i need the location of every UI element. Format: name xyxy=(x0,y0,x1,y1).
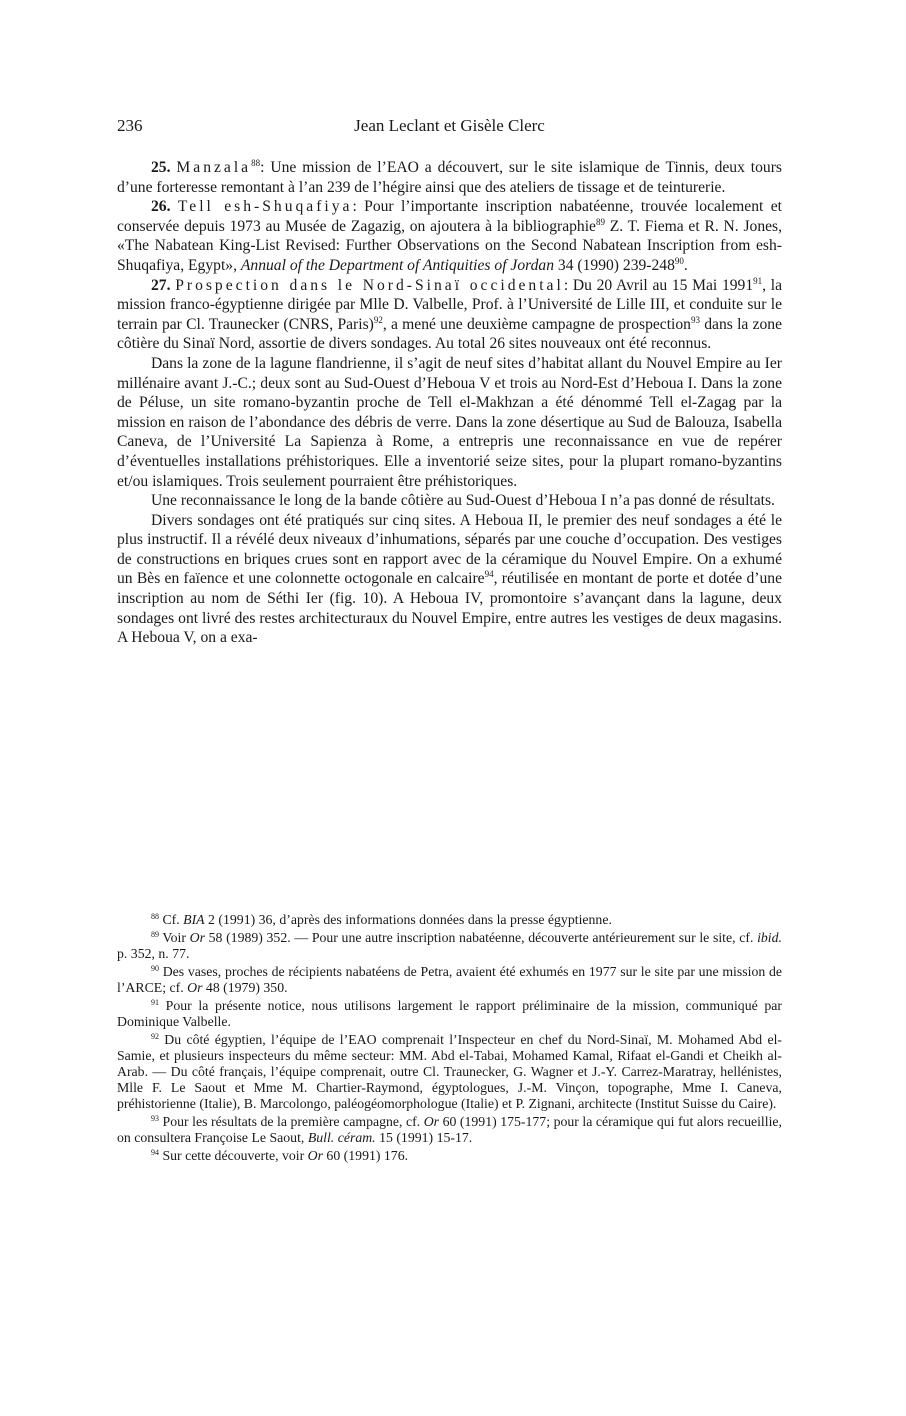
footnote-93 xyxy=(117,1114,782,1146)
footnote-91 xyxy=(117,998,782,1030)
footnote-number: 94 xyxy=(151,1148,159,1157)
journal-abbrev: Bull. céram. xyxy=(307,1130,376,1145)
footnote-89 xyxy=(117,930,782,962)
footnote-ref: 88 xyxy=(251,158,261,168)
footnote-text: 58 (1989) 352. — Pour une autre inscription nabatéenne, découverte antérieurement sur le site, cf. xyxy=(204,930,758,945)
section-number: 27. xyxy=(151,276,171,294)
footnote-text: p. 352, n. 77. xyxy=(117,946,190,961)
paragraph-reconnaissance: Une reconnaissance le long de la bande côtière au Sud-Ouest d’Heboua I n’a pas donné de résultats. xyxy=(151,492,775,510)
paragraph-text: : Pour l’importante inscription nabatéenne, trouvée localement et conservée depuis 1973 au Musée de Zagazig, on ajoutera à la bibliographie xyxy=(117,198,782,235)
paragraph-sondages xyxy=(117,511,782,648)
journal-title: Annual of the Department of Antiquities of Jordan xyxy=(240,256,555,274)
paragraph-text: Z. T. Fiema et R. N. Jones, «The Nabatean King-List Revised: Further Observations on the Second Nabatean Inscription from esh-Shuqafiya, Egypt», xyxy=(117,217,783,274)
footnote-text: Pour les résultats de la première campagne, cf. xyxy=(159,1114,424,1129)
footnote-90 xyxy=(117,964,782,996)
footnote-ref: 94 xyxy=(484,569,494,580)
paragraph-text: : Du 20 Avril au 15 Mai 1991 xyxy=(563,276,754,294)
footnote-88 xyxy=(117,912,782,928)
footnote-ref: 92 xyxy=(373,314,383,325)
section-title: Tell esh-Shuqafiya xyxy=(177,198,353,216)
journal-abbrev: Or xyxy=(307,1148,323,1163)
footnote-ref: 89 xyxy=(595,216,605,227)
footnote-ref: 93 xyxy=(690,314,700,325)
page-number: 236 xyxy=(117,116,143,135)
paragraph-25 xyxy=(117,158,782,197)
paragraph-text: Divers sondages ont été pratiqués sur cinq sites. A Heboua II, le premier des neuf sondages a été le plus instructif. Il a révélé deux niveaux d’inhumations, séparés par une couche d’occupation. Des vestiges de constructions en briques crues sont en rapport avec de la céramique du Nouvel Empire. On a exhumé un Bès en faïence et une colonnette octogonale en calcaire xyxy=(117,511,782,588)
paragraph-26 xyxy=(117,197,782,275)
section-number: 26. xyxy=(151,198,171,216)
section-title: Manzala xyxy=(176,159,252,176)
citation-abbrev: ibid. xyxy=(757,930,782,945)
footnote-text: 60 (1991) 176. xyxy=(322,1148,409,1163)
footnote-text: Du côté égyptien, l’équipe de l’EAO comprenait l’Inspecteur en chef du Nord-Sinaï, M. Mohamed Abd el-Samie, et plusieurs inspecteurs du même secteur: MM. Abd el-Tabai, Mohamed Kamal, Rifaat el-Gandi et Cheikh al-Arab. — Du côté français, l’équipe comprenait, outre Cl. Traunecker, G. Wagner et J.-Y. Carrez-Maratray, hellénistes, Mlle F. Le Saout et Mme M. Chartier-Raymond, égyptologues, J.-M. Vinçon, topographe, Mme I. Caneva, préhistorienne (Italie), B. Marcolongo, paléogéomorphologue (Italie) et P. Zignani, architecte (Institut Suisse du Caire). xyxy=(117,1032,782,1111)
section-title: Prospection dans le Nord-Sinaï occidental xyxy=(175,276,564,294)
paragraph-lagune: Dans la zone de la lagune flandrienne, il s’agit de neuf sites d’habitat allant du Nouvel Empire au Ier millénaire avant J.-C.; deux sont au Sud-Ouest d’Heboua V et trois au Nord-Est d’Heboua I. Dans la zone de Péluse, un site romano-byzantin proche de Tell el-Makhzan a été dénommé Tell el-Zagag par la mission en raison de l’abondance des débris de verre. Dans la zone désertique au Sud de Balouza, Isabella Caneva, de l’Université La Sapienza à Rome, a entrepris une reconnaissance en vue de repérer d’éventuelles installations préhistoriques. Elle a inventorié seize sites, pour la plupart romano-byzantins et/ou islamiques. Trois seulement pourraient être préhistoriques. xyxy=(117,354,782,490)
footnote-text: 60 (1991) 175-177; pour la céramique qui fut alors recueillie, on consultera Françoise Le Saout, xyxy=(117,1114,783,1145)
footnote-number: 91 xyxy=(151,998,159,1007)
footnote-text: 48 (1979) 350. xyxy=(202,980,288,995)
footnote-ref: 90 xyxy=(674,255,684,266)
footnote-text: Sur cette découverte, voir xyxy=(159,1148,308,1163)
paragraph-text: . xyxy=(683,256,688,274)
footnote-number: 93 xyxy=(151,1114,159,1123)
footnote-number: 90 xyxy=(151,964,159,973)
paragraph-text: , la mission franco-égyptienne dirigée par Mlle D. Valbelle, Prof. à l’Université de Lille III, et conduite sur le terrain par Cl. Traunecker (CNRS, Paris) xyxy=(117,276,782,333)
footnote-ref: 91 xyxy=(753,275,763,286)
footnote-text: Pour la présente notice, nous utilisons largement le rapport préliminaire de la mission, communiqué par Dominique Valbelle. xyxy=(117,998,782,1029)
body-text xyxy=(117,158,782,648)
section-number: 25. xyxy=(151,159,171,176)
page-header xyxy=(117,112,782,142)
footnote-text: 2 (1991) 36, d’après des informations données dans la presse égyptienne. xyxy=(204,912,612,927)
paragraph-27 xyxy=(117,276,782,354)
footnote-number: 92 xyxy=(151,1032,159,1041)
footnote-number: 88 xyxy=(151,912,159,921)
paragraph-text: : Une mission de l’EAO a découvert, sur le site islamique de Tinnis, deux tours d’une forteresse remontant à l’an 239 de l’hégire ainsi que des ateliers de tissage et de teinturerie. xyxy=(117,159,782,196)
footnote-92 xyxy=(117,1032,782,1112)
footnote-text: Des vases, proches de récipients nabatéens de Petra, avaient été exhumés en 1977 sur le site par une mission de l’ARCE; cf. xyxy=(117,964,782,995)
journal-abbrev: BIA xyxy=(183,912,205,927)
footnote-text: Cf. xyxy=(159,912,184,927)
footnote-number: 89 xyxy=(151,930,159,939)
paragraph-text: , réutilisée en montant de porte et dotée d’une inscription au nom de Séthi Ier (fig. 10). A Heboua IV, promontoire s’avançant dans la lagune, deux sondages ont livré des restes architecturaux du Nouvel Empire, entre autres les vestiges de deux magasins. A Heboua V, on a exa- xyxy=(117,570,782,647)
journal-abbrev: Or xyxy=(423,1114,440,1129)
footnote-text: Voir xyxy=(159,930,190,945)
running-head: Jean Leclant et Gisèle Clerc xyxy=(354,116,545,135)
footnote-94 xyxy=(117,1148,782,1164)
paragraph-text: 34 (1990) 239-248 xyxy=(554,256,675,274)
journal-abbrev: Or xyxy=(189,930,205,945)
footnote-text: 15 (1991) 15-17. xyxy=(375,1130,473,1145)
paragraph-text: , a mené une deuxième campagne de prospection xyxy=(382,315,691,333)
footnotes xyxy=(117,912,782,1166)
paragraph-text: dans la zone côtière du Sinaï Nord, assortie de divers sondages. Au total 26 sites nouveaux ont été reconnus. xyxy=(117,315,783,353)
journal-abbrev: Or xyxy=(187,980,203,995)
